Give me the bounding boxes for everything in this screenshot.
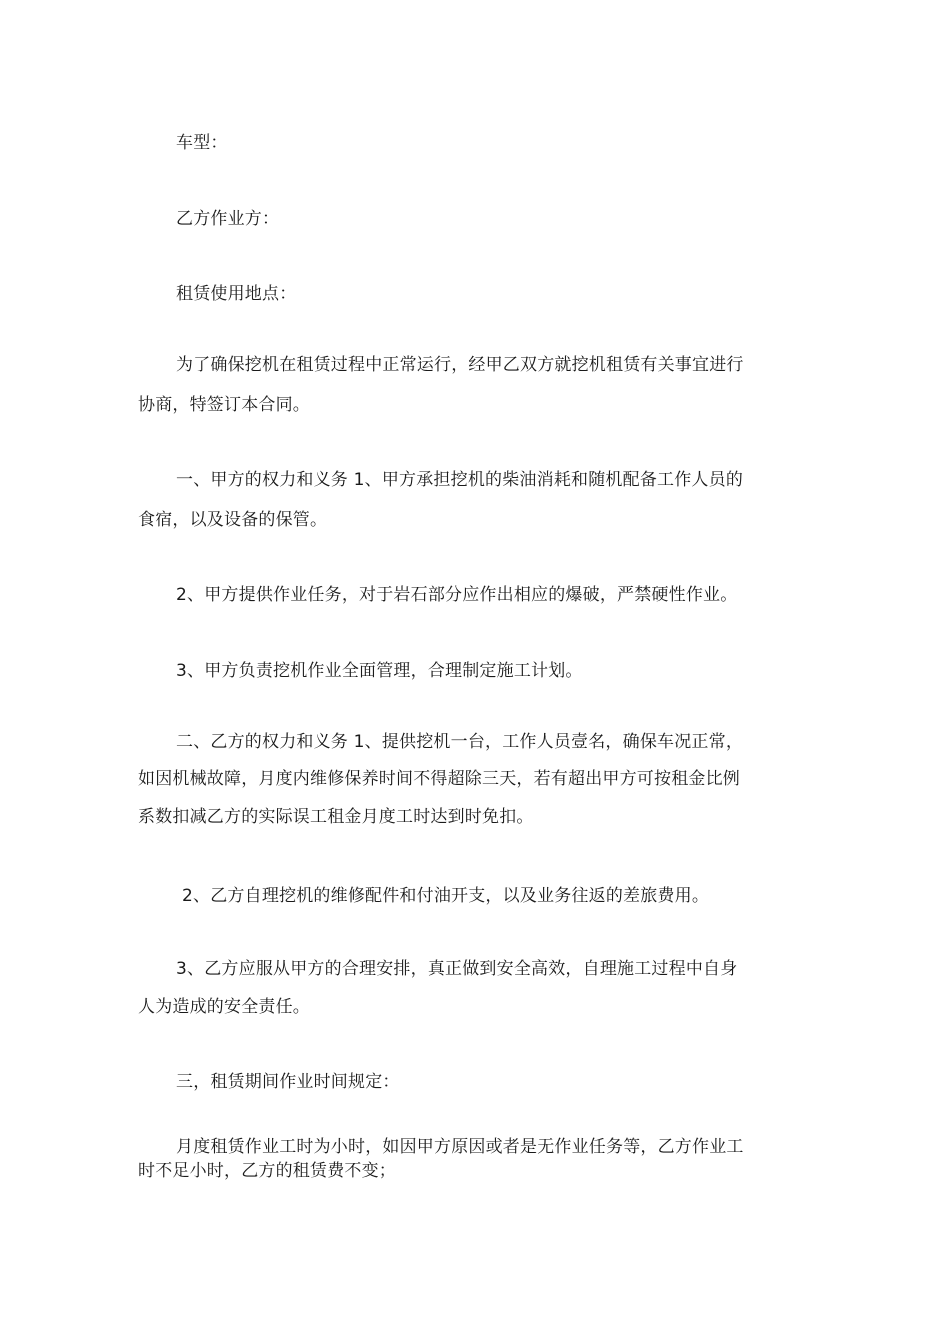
vehicle-type-label: 车型： — [176, 133, 228, 153]
section1-item-2: 2、甲方提供作业任务，对于岩石部分应作出相应的爆破，严禁硬性作业。 — [176, 585, 738, 605]
section2-item-2: 2、乙方自理挖机的维修配件和付油开支，以及业务往返的差旅费用。 — [182, 886, 710, 906]
section3-body-line-2: 时不足小时，乙方的租赁费不变； — [138, 1161, 396, 1181]
section1-line-1: 一、甲方的权力和义务 1、甲方承担挖机的柴油消耗和随机配备工作人员的 — [176, 470, 744, 490]
section2-item-3-line-1: 3、乙方应服从甲方的合理安排，真正做到安全高效，自理施工过程中自身 — [176, 959, 738, 979]
rental-location-label: 租赁使用地点： — [176, 284, 297, 304]
section1-line-2: 食宿，以及设备的保管。 — [138, 510, 328, 530]
section2-line-1: 二、乙方的权力和义务 1、提供挖机一台，工作人员壹名，确保车况正常， — [176, 732, 744, 752]
section2-line-2: 如因机械故障，月度内维修保养时间不得超除三天，若有超出甲方可按租金比例 — [138, 769, 740, 789]
intro-line-2: 协商，特签订本合同。 — [138, 395, 310, 415]
section1-item-3: 3、甲方负责挖机作业全面管理，合理制定施工计划。 — [176, 661, 583, 681]
section3-title: 三，租赁期间作业时间规定： — [176, 1072, 400, 1092]
section3-body-line-1: 月度租赁作业工时为小时，如因甲方原因或者是无作业任务等，乙方作业工 — [176, 1137, 744, 1157]
section2-line-3: 系数扣减乙方的实际误工租金月度工时达到时免扣。 — [138, 807, 534, 827]
intro-line-1: 为了确保挖机在租赁过程中正常运行，经甲乙双方就挖机租赁有关事宜进行 — [176, 355, 744, 375]
party-b-operator-label: 乙方作业方： — [176, 209, 280, 229]
section2-item-3-line-2: 人为造成的安全责任。 — [138, 997, 310, 1017]
